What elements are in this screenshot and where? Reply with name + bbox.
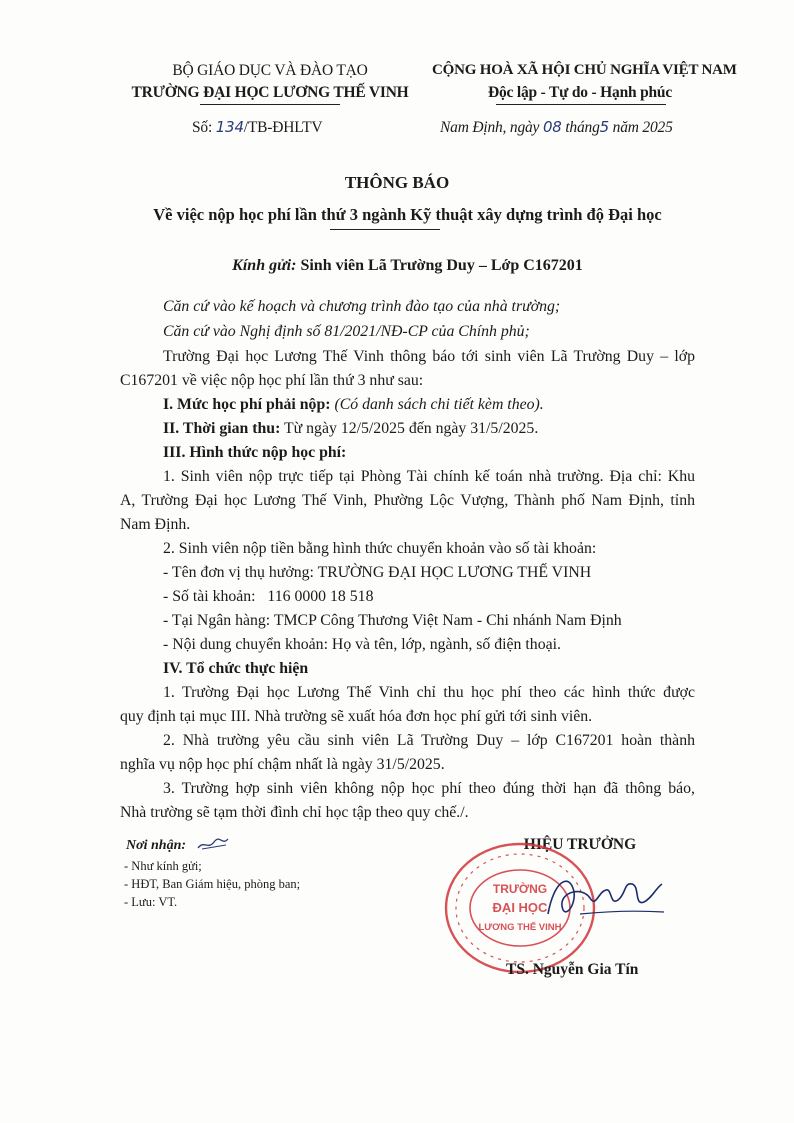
- basis-2: Căn cứ vào Nghị định số 81/2021/NĐ-CP của Chính phủ;: [163, 323, 530, 340]
- reference-number: [192, 118, 322, 137]
- motto-underline: [496, 104, 666, 105]
- recipient-label: Kính gửi:: [232, 257, 297, 274]
- s3-paragraph-1-line-3: Nam Định.: [120, 516, 191, 533]
- s3-account: - Số tài khoản: 116 0000 18 518: [163, 588, 374, 605]
- seal-line-1: TRƯỜNG: [492, 882, 548, 896]
- document-subtitle: Về việc nộp học phí lần thứ 3 ngành Kỹ thuật xây dựng trình độ Đại học: [153, 205, 662, 224]
- s3-paragraph-1-line-1: 1. Sinh viên nộp trực tiếp tại Phòng Tài chính kế toán nhà trường. Địa chỉ: Khu: [163, 468, 695, 485]
- recipient-item-3: - Lưu: VT.: [124, 895, 178, 909]
- signer-title: HIỆU TRƯỞNG: [523, 836, 637, 853]
- section-1-text: (Có danh sách chi tiết kèm theo).: [334, 396, 544, 413]
- section-2: [163, 420, 695, 438]
- signer-name: TS. Nguyễn Gia Tín: [506, 961, 639, 978]
- section-1-label: I. Mức học phí phải nộp:: [163, 396, 331, 413]
- date-month: 5: [599, 118, 609, 136]
- date-month-label: tháng: [565, 119, 600, 136]
- s4-paragraph-2-line-2: nghĩa vụ nộp học phí chậm nhất là ngày 31/5/2025.: [120, 756, 445, 773]
- signature-icon: [540, 862, 670, 932]
- intro-line-2: C167201 về việc nộp học phí lần thứ 3 như sau:: [120, 372, 424, 389]
- s4-paragraph-1-line-1: 1. Trường Đại học Lương Thế Vinh chỉ thu học phí theo các hình thức được: [163, 684, 695, 701]
- s3-transfer-content: - Nội dung chuyển khoản: Họ và tên, lớp, ngành, số điện thoại.: [163, 636, 561, 653]
- section-1: [163, 396, 695, 414]
- s3-bank: - Tại Ngân hàng: TMCP Công Thương Việt Nam - Chi nhánh Nam Định: [163, 612, 622, 629]
- section-4-label: IV. Tổ chức thực hiện: [163, 660, 309, 677]
- date-place: Nam Định, ngày: [440, 119, 540, 136]
- s4-paragraph-2-line-1: 2. Nhà trường yêu cầu sinh viên Lã Trường Duy – lớp C167201 hoàn thành: [163, 732, 695, 749]
- section-2-label: II. Thời gian thu:: [163, 420, 281, 437]
- recipients-title: Nơi nhận:: [126, 838, 187, 853]
- university-underline: [200, 104, 340, 105]
- seal-line-3: LƯƠNG THẾ VINH: [478, 922, 562, 933]
- motto: Độc lập - Tự do - Hạnh phúc: [487, 84, 673, 101]
- subtitle-underline: [330, 229, 440, 230]
- s3-paragraph-1-line-2: A, Trường Đại học Lương Thế Vinh, Phường Lộc Vượng, Thành phố Nam Định, tỉnh: [120, 492, 695, 509]
- basis-1: Căn cứ vào kế hoạch và chương trình đào tạo của nhà trường;: [163, 298, 561, 315]
- intro-line-1: Trường Đại học Lương Thế Vinh thông báo tới sinh viên Lã Trường Duy – lớp: [163, 348, 695, 365]
- date-day: 08: [542, 118, 562, 136]
- section-3-label: III. Hình thức nộp học phí:: [163, 444, 347, 461]
- s3-beneficiary: - Tên đơn vị thụ hưởng: TRƯỜNG ĐẠI HỌC LƯƠNG THẾ VINH: [163, 564, 592, 581]
- s4-paragraph-1-line-2: quy định tại mục III. Nhà trường sẽ xuất hóa đơn học phí gửi tới sinh viên.: [120, 708, 593, 725]
- s3-paragraph-2: 2. Sinh viên nộp tiền bằng hình thức chuyển khoản vào số tài khoản:: [163, 540, 597, 557]
- ministry-name: BỘ GIÁO DỤC VÀ ĐÀO TẠO: [172, 62, 368, 79]
- recipient-item-1: - Như kính gửi;: [124, 859, 202, 873]
- recipient-item-2: - HĐT, Ban Giám hiệu, phòng ban;: [124, 877, 301, 891]
- date-year: năm 2025: [612, 119, 673, 136]
- s4-paragraph-3-line-2: Nhà trường sẽ tạm thời đình chỉ học tập theo quy chế./.: [120, 804, 469, 821]
- nation-name: CỘNG HOÀ XÃ HỘI CHỦ NGHĨA VIỆT NAM: [432, 62, 737, 78]
- s4-paragraph-3-line-1: 3. Trường hợp sinh viên không nộp học phí theo đúng thời hạn đã thông báo,: [163, 780, 695, 797]
- initial-mark-icon: [196, 836, 230, 852]
- ref-suffix: /TB-ĐHLTV: [243, 119, 323, 136]
- section-2-text: Từ ngày 12/5/2025 đến ngày 31/5/2025.: [284, 420, 539, 437]
- university-name: TRƯỜNG ĐẠI HỌC LƯƠNG THẾ VINH: [131, 84, 409, 101]
- recipient-name: Sinh viên Lã Trường Duy – Lớp C167201: [300, 257, 583, 274]
- ref-label: Số:: [192, 119, 213, 136]
- document-title: THÔNG BÁO: [344, 173, 450, 192]
- ref-handwritten: 134: [215, 118, 244, 136]
- seal-line-2: ĐẠI HỌC: [492, 900, 548, 915]
- date-line: [440, 118, 673, 137]
- recipient-line: [120, 257, 695, 275]
